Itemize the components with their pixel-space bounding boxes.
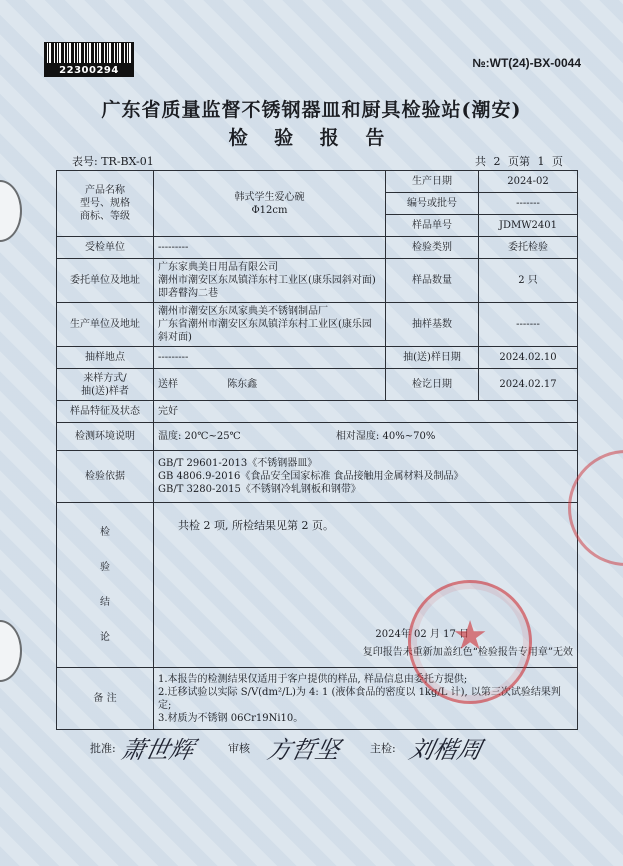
batch-label: 编号或批号: [386, 193, 479, 215]
report-subtitle: 检 验 报 告: [228, 127, 395, 149]
completion-date-value: 2024.02.17: [479, 369, 578, 401]
delivery-method: 送样: [158, 379, 178, 390]
remark-2: 2.迁移试验以实际 S/V(dm²/L)为 4: 1 (液体食品的密度以 1kg/L 计), 以第三次试验结果判定;: [158, 686, 561, 711]
basis-standard-3: GB/T 3280-2015《不锈钢冷轧钢板和钢带》: [158, 484, 361, 495]
inspection-type-label: 检验类别: [386, 237, 479, 259]
sampling-place-value: ---------: [154, 347, 386, 369]
inspection-type-value: 委托检验: [479, 237, 578, 259]
page-info: 共 2 页第 1 页: [475, 155, 563, 168]
approver-signature: 萧世辉: [118, 736, 197, 764]
product-name: 韩式学生爱心碗: [234, 191, 305, 203]
conclusion-date: 2024年 02 月 17 日: [375, 629, 469, 640]
batch-value: -------: [479, 193, 578, 215]
reviewer-signature: 方哲坚: [264, 736, 343, 764]
sample-no-value: JDMW2401: [479, 215, 578, 237]
client-address: 潮州市潮安区东凤镇洋东村工业区(康乐园斜对面)即砻瞽沟二巷: [158, 275, 376, 299]
sampling-base-value: -------: [479, 303, 578, 347]
conclusion-text: 共检 2 项, 所检结果见第 2 页。: [178, 519, 334, 532]
producer-value: [154, 303, 386, 347]
binder-hole-top: [0, 180, 22, 242]
barcode: [44, 42, 134, 77]
delivery-label: 来样方式/ 抽(送)样者: [57, 369, 154, 401]
barcode-bars: [44, 42, 134, 64]
report-title: 广东省质量监督不锈钢器皿和厨具检验站(潮安): [101, 99, 522, 121]
delivery-person: 陈东鑫: [227, 379, 258, 390]
sample-qty-label: 样品数量: [386, 259, 479, 303]
conclusion-label: 检 验 结 论: [57, 503, 154, 668]
remark-3: 3.材质为不锈钢 06Cr19Ni10。: [158, 712, 304, 724]
basis-value: [154, 451, 578, 503]
completion-date-label: 检讫日期: [386, 369, 479, 401]
sampling-date-label: 抽(送)样日期: [386, 347, 479, 369]
inspected-unit-value: ---------: [154, 237, 386, 259]
sample-feature-label: 样品特征及状态: [57, 401, 154, 423]
basis-standard-1: GB/T 29601-2013《不锈钢器皿》: [158, 458, 318, 469]
chief-inspector-label: 主检:: [370, 742, 396, 755]
client-value: [154, 259, 386, 303]
barcode-number: 22300294: [44, 64, 134, 77]
remarks-label: 备 注: [57, 668, 154, 730]
product-label: 产品名称 型号、规格 商标、等级: [57, 171, 154, 237]
environment-value: [154, 423, 578, 451]
seal-star-icon: ★: [452, 613, 488, 659]
reviewer-label: 审核: [228, 742, 250, 755]
production-date-label: 生产日期: [386, 171, 479, 193]
producer-label: 生产单位及地址: [57, 303, 154, 347]
remark-1: 1.本报告的检测结果仅适用于客户提供的样品, 样品信息由委托方提供;: [158, 673, 468, 685]
production-date-value: 2024-02: [479, 171, 578, 193]
producer-address: 广东省潮州市潮安区东凤镇洋东村工业区(康乐园斜对面): [158, 319, 372, 343]
sample-feature-value: 完好: [154, 401, 578, 423]
inspected-unit-label: 受检单位: [57, 237, 154, 259]
form-number: 表号: TR-BX-01: [72, 155, 154, 168]
humidity: 相对湿度: 40%~70%: [335, 431, 436, 442]
sample-no-label: 样品单号: [386, 215, 479, 237]
client-label: 委托单位及地址: [57, 259, 154, 303]
environment-label: 检测环境说明: [57, 423, 154, 451]
sample-qty-value: 2 只: [479, 259, 578, 303]
producer-name: 潮州市潮安区东凤家典美不锈钢制品厂: [158, 306, 328, 317]
inspection-seal-stamp: [408, 580, 532, 704]
chief-inspector-signature: 刘楷周: [406, 736, 485, 764]
client-name: 广东家典美日用品有限公司: [158, 262, 278, 273]
conclusion-note: 复印报告未重新加盖红色“检验报告专用章”无效: [362, 647, 573, 658]
delivery-value: [154, 369, 386, 401]
basis-standard-2: GB 4806.9-2016《食品安全国家标准 食品接触用金属材料及制品》: [158, 471, 464, 482]
sampling-base-label: 抽样基数: [386, 303, 479, 347]
binder-hole-bottom: [0, 620, 22, 682]
product-spec: Φ12cm: [251, 204, 288, 216]
report-number: №:WT(24)-BX-0044: [472, 56, 581, 70]
temperature: 温度: 20℃~25℃: [158, 431, 241, 442]
product-value: [154, 171, 386, 237]
basis-label: 检验依据: [57, 451, 154, 503]
sampling-place-label: 抽样地点: [57, 347, 154, 369]
sampling-date-value: 2024.02.10: [479, 347, 578, 369]
approver-label: 批准:: [90, 742, 116, 755]
